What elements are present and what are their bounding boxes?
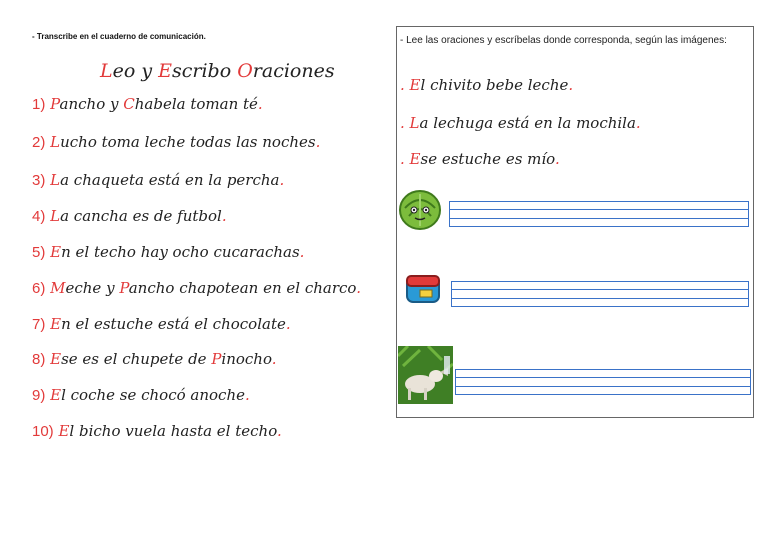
sentence-9 (32, 386, 250, 404)
sentence-capital: C (123, 95, 135, 113)
sentence-period: . (635, 114, 641, 132)
left-instruction: - Transcribe en el cuaderno de comunicación. (32, 32, 206, 41)
sentence-period: . (315, 133, 321, 151)
sentence-period: . (356, 279, 361, 297)
sentence-6 (32, 279, 361, 297)
sentence-8 (32, 350, 277, 368)
sentence-10 (32, 422, 282, 440)
sentence-number: 3) (32, 172, 46, 189)
sentence-initial: E (50, 350, 62, 368)
sentence-period: . (276, 422, 282, 440)
pencil-case-icon (405, 272, 441, 306)
sentence-capital: P (211, 350, 222, 368)
sentence-period: . (299, 243, 305, 261)
sentence-number: 6) (32, 280, 46, 297)
sentence-text: ancho y (59, 95, 124, 113)
sentence-initial: L (50, 171, 61, 189)
sentence-period: . (257, 95, 263, 113)
right-sentence-2 (400, 114, 641, 132)
sentence-initial: E (58, 422, 70, 440)
sentence-period: . (271, 350, 277, 368)
sentence-number: 7) (32, 316, 46, 333)
worksheet-title (100, 60, 335, 82)
right-sentence-3 (400, 150, 560, 168)
sentence-text: se es el chupete de (61, 350, 212, 368)
sentence-text-2: habela toman té (134, 95, 258, 113)
sentence-number: 4) (32, 208, 46, 225)
bullet-dot: . (400, 76, 410, 94)
sentence-text: a chaqueta está en la percha (60, 171, 280, 189)
sentence-text: eche y (65, 279, 120, 297)
sentence-initial: E (50, 315, 62, 333)
sentence-period: . (245, 386, 250, 404)
goat-photo (398, 346, 453, 404)
sentence-initial: E (409, 150, 421, 168)
sentence-text: l chivito bebe leche (420, 76, 569, 94)
sentence-initial: E (50, 386, 62, 404)
sentence-initial: M (50, 279, 66, 297)
sentence-number: 5) (32, 244, 46, 261)
sentence-text: a lechuga está en la mochila (419, 114, 636, 132)
sentence-initial: L (409, 114, 420, 132)
sentence-4 (32, 207, 227, 225)
writing-lines-1[interactable] (449, 201, 749, 227)
sentence-text-2: inocho (221, 350, 272, 368)
sentence-2 (32, 133, 320, 151)
sentence-number: 1) (32, 96, 46, 113)
title-letter-2: E (158, 60, 172, 82)
right-instruction: - Lee las oraciones y escríbelas donde corresponda, según las imágenes: (400, 35, 727, 46)
writing-lines-3[interactable] (455, 369, 751, 395)
title-letter-1: L (100, 60, 113, 82)
sentence-text: l bicho vuela hasta el techo (69, 422, 277, 440)
sentence-3 (32, 171, 284, 189)
right-sentence-1 (400, 76, 573, 94)
sentence-period: . (554, 150, 560, 168)
sentence-period: . (221, 207, 227, 225)
title-letter-3: O (237, 60, 253, 82)
title-text-3: raciones (252, 60, 335, 82)
sentence-period: . (285, 315, 291, 333)
sentence-initial: P (50, 95, 60, 113)
writing-lines-2[interactable] (451, 281, 749, 307)
sentence-period: . (568, 76, 574, 94)
sentence-initial: L (50, 207, 61, 225)
sentence-initial: E (50, 243, 62, 261)
sentence-number: 9) (32, 387, 46, 404)
sentence-text-2: ancho chapotean en el charco (128, 279, 357, 297)
sentence-initial: E (409, 76, 421, 94)
sentence-text: n el estuche está el chocolate (61, 315, 286, 333)
sentence-7 (32, 315, 291, 333)
sentence-number: 2) (32, 134, 46, 151)
bullet-dot: . (400, 150, 410, 168)
sentence-period: . (279, 171, 285, 189)
sentence-text: ucho toma leche todas las noches (60, 133, 316, 151)
sentence-5 (32, 243, 304, 261)
sentence-text: a cancha es de futbol (60, 207, 222, 225)
sentence-initial: L (50, 133, 61, 151)
sentence-capital: P (119, 279, 129, 297)
sentence-text: se estuche es mío (420, 150, 555, 168)
sentence-1 (32, 95, 263, 113)
sentence-number: 10) (32, 423, 54, 440)
bullet-dot: . (400, 114, 410, 132)
lettuce-icon (397, 186, 443, 232)
title-text-1: eo y (112, 60, 159, 82)
sentence-text: l coche se chocó anoche (61, 386, 245, 404)
sentence-number: 8) (32, 351, 46, 368)
title-text-2: scribo (172, 60, 238, 82)
sentence-text: n el techo hay ocho cucarachas (61, 243, 300, 261)
